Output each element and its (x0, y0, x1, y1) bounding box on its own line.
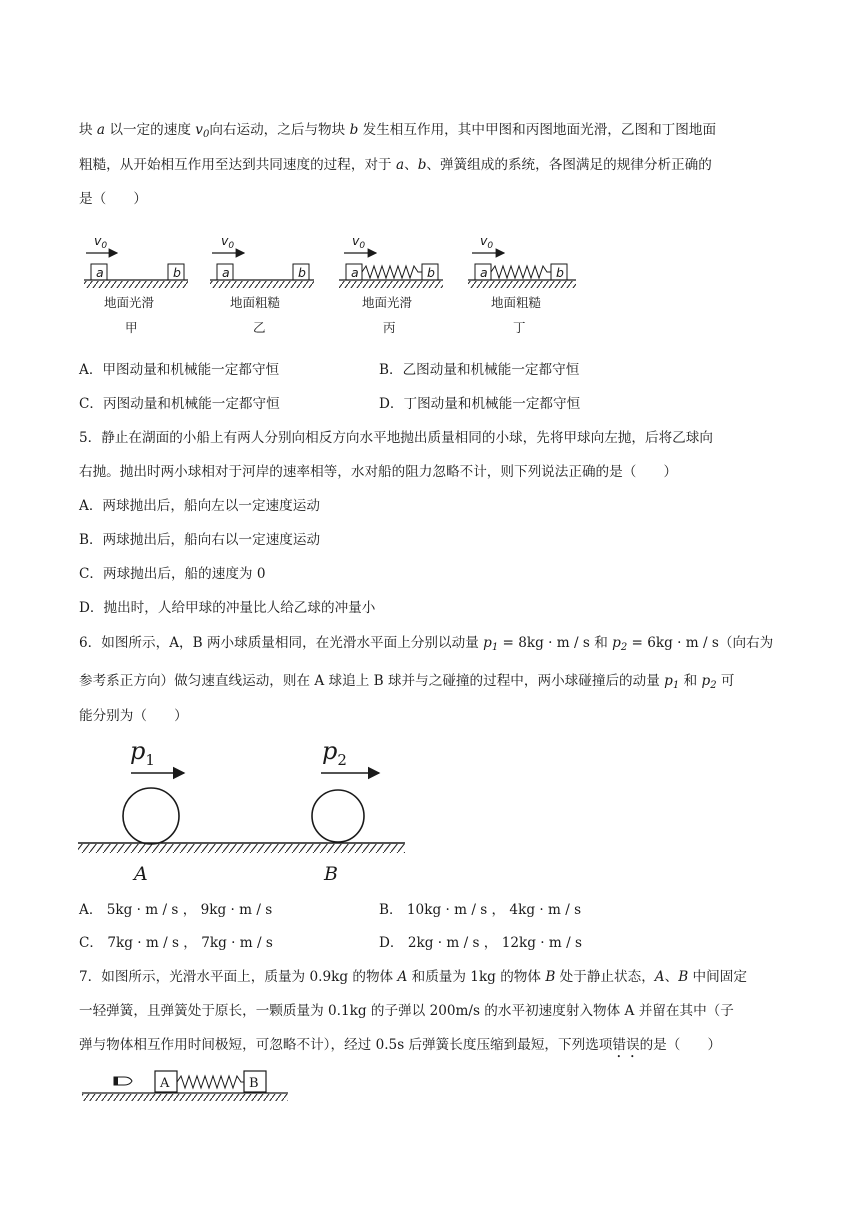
svg-text:A: A (134, 863, 148, 885)
q6-stem-line-1: 6．如图所示，A，B 两小球质量相同，在光滑水平面上分别以动量 $p_1 = 8kg \cdot m / s$ 和 $p_2 = 6kg \cdot m / s$（向右为 (79, 635, 774, 653)
q5-option-d[interactable]: D．抛出时，人给甲球的冲量比人给乙球的冲量小 (79, 600, 376, 616)
q6-stem-line-3: 能分别为（ ） (79, 708, 188, 724)
figure-yi (210, 233, 314, 335)
svg-text:丙: 丙 (383, 320, 396, 335)
svg-text:p2: $p_2$ (322, 737, 347, 769)
q5-option-b[interactable]: B．两球抛出后，船向右以一定速度运动 (79, 532, 321, 548)
q4-option-a[interactable]: A．甲图动量和机械能一定都守恒 (79, 362, 280, 378)
figure-jia (84, 233, 188, 335)
svg-text:甲: 甲 (125, 320, 138, 335)
svg-text:v0: $v_0$ (480, 233, 494, 251)
svg-text:b: b (556, 265, 564, 280)
svg-text:A: A (160, 1076, 170, 1091)
q5-option-a[interactable]: A．两球抛出后，船向左以一定速度运动 (79, 498, 320, 514)
var-a: a (96, 122, 106, 138)
q5-option-c[interactable]: C．两球抛出后，船的速度为 0 (79, 566, 266, 582)
q4-stem-line-3: 是（ ） (79, 191, 147, 207)
spring (491, 266, 551, 278)
q6-figure (76, 735, 416, 885)
q6-option-d[interactable]: D． 2kg · m / s ， 12kg · m / s (379, 935, 582, 951)
q6-stem-line-2: 参考系正方向）做匀速直线运动，则在 A 球追上 B 球并与之碰撞的过程中，两小球碰撞后的动量 $p_1$ 和 $p_2$ 可 (79, 673, 735, 691)
q4-option-c[interactable]: C．丙图动量和机械能一定都守恒 (79, 396, 280, 412)
svg-text:a: a (351, 265, 359, 280)
q4-option-d[interactable]: D．丁图动量和机械能一定都守恒 (379, 396, 581, 412)
svg-text:B: B (324, 863, 338, 885)
q6-option-a[interactable]: A． 5kg · m / s ， 9kg · m / s (79, 902, 273, 918)
q7-stem-line-1: 7．如图所示，光滑水平面上，质量为 0.9kg 的物体 A 和质量为 1kg 的物体 B 处于静止状态，A、B 中间固定 (79, 969, 747, 985)
q4-option-b[interactable]: B．乙图动量和机械能一定都守恒 (379, 362, 580, 378)
emphasis-text: 错误 (612, 1037, 640, 1053)
svg-text:b: b (298, 265, 306, 280)
q6-option-b[interactable]: B． 10kg · m / s ， 4kg · m / s (379, 902, 582, 918)
q5-stem-line-2: 右抛。抛出时两小球相对于河岸的速率相等，水对船的阻力忽略不计，则下列说法正确的是（ ） (79, 464, 678, 480)
q6-option-c[interactable]: C． 7kg · m / s ， 7kg · m / s (79, 935, 273, 951)
svg-text:v0: $v_0$ (94, 233, 108, 251)
p1-symbol: $p_1$ (483, 635, 499, 653)
svg-text:b: b (173, 265, 181, 280)
svg-text:地面光滑: 地面光滑 (104, 295, 155, 310)
p2-symbol: $p_2$ (612, 635, 628, 653)
svg-text:地面粗糙: 地面粗糙 (491, 295, 542, 310)
svg-text:v0: $v_0$ (352, 233, 366, 251)
q7-stem-line-3: 弹与物体相互作用时间极短，可忽略不计），经过 0.5s 后弹簧长度压缩到最短，下列选项错误的是（ ） (79, 1037, 722, 1053)
q4-figures (0, 228, 860, 348)
svg-text:地面粗糙: 地面粗糙 (230, 295, 281, 310)
var-b: b (349, 122, 359, 138)
figure-bing (339, 233, 443, 335)
svg-text:a: a (222, 265, 230, 280)
q5-stem-line-1: 5．静止在湖面的小船上有两人分别向相反方向水平地抛出质量相同的小球，先将甲球向左抛，后将乙球向 (79, 430, 713, 446)
svg-text:p1: $p_1$ (130, 737, 155, 769)
q7-stem-line-2: 一轻弹簧，且弹簧处于原长，一颗质量为 0.1kg 的子弹以 200m/s 的水平初速度射入物体 A 并留在其中（子 (79, 1003, 734, 1019)
q4-stem-line-1: 块 a 以一定的速度 $v_0$向右运动，之后与物块 b 发生相互作用，其中甲图和丙图地面光滑，乙图和丁图地面 (79, 122, 717, 140)
ball-a (123, 788, 179, 844)
svg-text:a: a (96, 265, 104, 280)
q7-figure (80, 1066, 300, 1106)
svg-text:丁: 丁 (513, 320, 526, 335)
svg-text:a: a (480, 265, 488, 280)
svg-text:B: B (249, 1076, 259, 1091)
var-v0: $v_0$ (195, 122, 210, 140)
svg-text:乙: 乙 (253, 320, 266, 335)
q4-stem-line-2: 粗糙，从开始相互作用至达到共同速度的过程，对于 a、b、弹簧组成的系统，各图满足的规律分析正确的 (79, 157, 712, 173)
spring (177, 1076, 244, 1088)
svg-text:b: b (427, 265, 435, 280)
svg-text:v0: $v_0$ (221, 233, 235, 251)
figure-ding (468, 233, 576, 335)
ball-b (312, 790, 364, 842)
spring (362, 266, 422, 278)
svg-text:地面光滑: 地面光滑 (362, 295, 413, 310)
